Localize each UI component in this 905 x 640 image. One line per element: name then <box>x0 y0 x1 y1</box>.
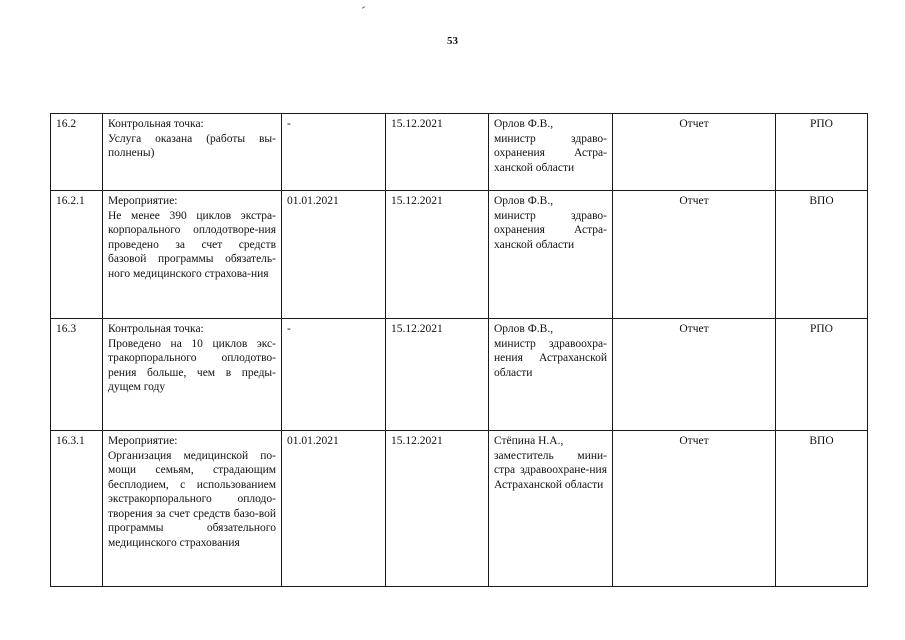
row-responsible-cell <box>489 431 613 587</box>
row-responsible-cell <box>489 319 613 431</box>
row-title: Мероприятие: <box>108 195 178 207</box>
row-end-date: 15.12.2021 <box>386 114 489 191</box>
row-level: РПО <box>776 319 868 431</box>
row-start-date: - <box>282 319 386 431</box>
row-title: Контрольная точка: <box>108 323 204 335</box>
row-responsible-cell <box>489 114 613 191</box>
row-end-date: 15.12.2021 <box>386 191 489 319</box>
row-description-cell <box>103 431 282 587</box>
row-description-cell <box>103 114 282 191</box>
row-level: ВПО <box>776 431 868 587</box>
row-level: ВПО <box>776 191 868 319</box>
row-responsible-position: министр здраво-охранения Астра-ханской области <box>494 132 607 174</box>
row-start-date: 01.01.2021 <box>282 191 386 319</box>
row-number: 16.3.1 <box>51 431 103 587</box>
row-responsible-cell <box>489 191 613 319</box>
row-title: Контрольная точка: <box>108 118 204 130</box>
row-document: Отчет <box>613 319 776 431</box>
table-row <box>51 431 868 587</box>
scan-speck <box>362 6 365 9</box>
row-level: РПО <box>776 114 868 191</box>
page-number: 53 <box>447 35 458 47</box>
row-responsible-position: министр здравоохра-нения Астраханской области <box>494 337 607 379</box>
row-description: Не менее 390 циклов экстра-корпорального оплодотворе-ния проведено за счет средств базовой программы обязатель-ного медицинского страхова-ния <box>108 209 276 280</box>
table-row <box>51 191 868 319</box>
row-responsible-name: Стёпина Н.А., <box>494 435 564 447</box>
row-description: Организация медицинской по-мощи семьям, страдающим бесплодием, с использованием экстракорпорального оплодо-творения за счет средств базо-вой программы обязательного медицинского страхования <box>108 449 276 549</box>
row-responsible-position: заместитель мини-стра здравоохране-ния Астраханской области <box>494 449 607 491</box>
table-row <box>51 114 868 191</box>
row-description: Услуга оказана (работы вы-полнены) <box>108 132 276 159</box>
row-document: Отчет <box>613 191 776 319</box>
row-title: Мероприятие: <box>108 435 178 447</box>
row-end-date: 15.12.2021 <box>386 431 489 587</box>
plan-table <box>50 113 868 587</box>
row-number: 16.3 <box>51 319 103 431</box>
row-responsible-position: министр здраво-охранения Астра-ханской области <box>494 209 607 251</box>
row-responsible-name: Орлов Ф.В., <box>494 323 554 335</box>
row-description: Проведено на 10 циклов экс-тракорпорального оплодотво-рения больше, чем в преды-дущем году <box>108 337 276 393</box>
table-row <box>51 319 868 431</box>
row-number: 16.2.1 <box>51 191 103 319</box>
row-responsible-name: Орлов Ф.В., <box>494 195 554 207</box>
row-start-date: - <box>282 114 386 191</box>
row-description-cell <box>103 319 282 431</box>
row-number: 16.2 <box>51 114 103 191</box>
row-end-date: 15.12.2021 <box>386 319 489 431</box>
row-document: Отчет <box>613 431 776 587</box>
row-description-cell <box>103 191 282 319</box>
row-responsible-name: Орлов Ф.В., <box>494 118 554 130</box>
row-start-date: 01.01.2021 <box>282 431 386 587</box>
row-document: Отчет <box>613 114 776 191</box>
